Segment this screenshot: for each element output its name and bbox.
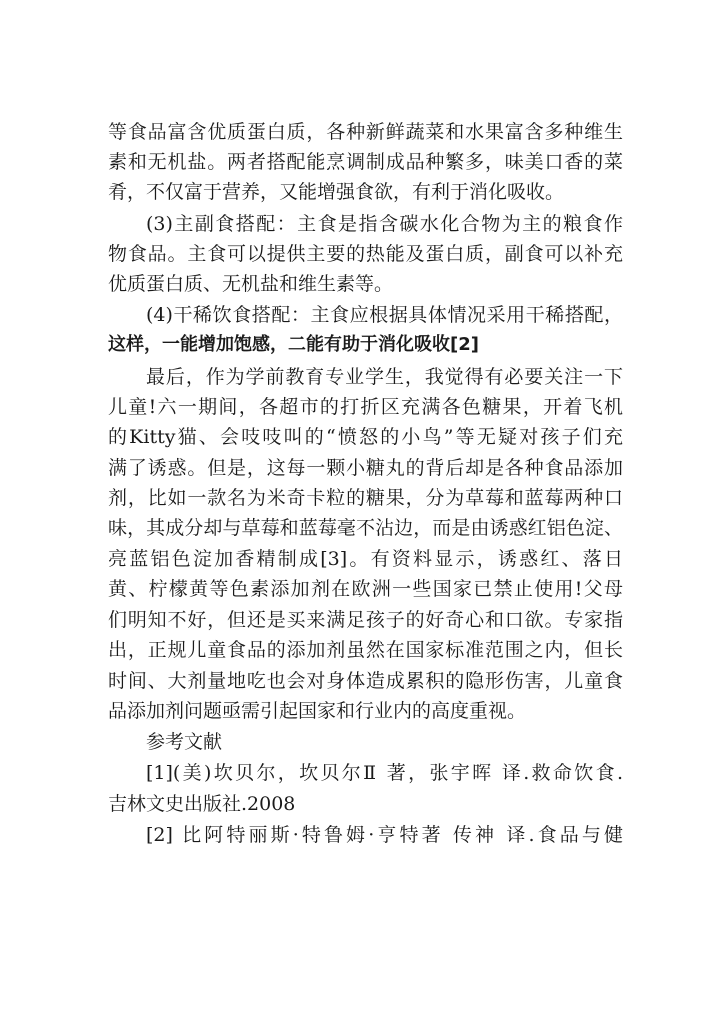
text-line-16: 黄、柠檬黄等色素添加剂在欧洲一些国家已禁止使用!父母: [108, 578, 623, 600]
reference-2-line-1: [2] 比阿特丽斯·特鲁姆·亨特著 传神 译.食品与健: [146, 824, 623, 846]
text-line-14: 味，其成分却与草莓和蓝莓毫不沾边，而是由诱惑红铝色淀、: [108, 517, 623, 539]
text-line-1: 等食品富含优质蛋白质，各种新鲜蔬菜和水果富含多种维生: [108, 121, 623, 143]
text-line-13: 剂，比如一款名为米奇卡粒的糖果，分为草莓和蓝莓两种口: [108, 487, 623, 509]
references-heading: 参考文献: [146, 731, 223, 753]
reference-1-line-1: [1](美)坎贝尔，坎贝尔Ⅱ 著，张宇晖 译.救命饮食.: [146, 762, 623, 784]
reference-1-line-2: 吉林文史出版社.2008: [108, 793, 296, 815]
text-line-18: 出，正规儿童食品的添加剂虽然在国家标准范围之内，但长: [108, 639, 623, 661]
text-line-10: 儿童!六一期间，各超市的打折区充满各色糖果，开着飞机: [108, 396, 623, 418]
text-line-7: (4)干稀饮食搭配：主食应根据具体情况采用干稀搭配，: [146, 304, 623, 326]
text-line-4: (3)主副食搭配：主食是指含碳水化合物为主的粮食作: [146, 213, 623, 235]
text-line-6: 优质蛋白质、无机盐和维生素等。: [108, 273, 394, 295]
text-line-3: 肴，不仅富于营养，又能增强食欲，有利于消化吸收。: [108, 181, 565, 203]
text-line-17: 们明知不好，但还是买来满足孩子的好奇心和口欲。专家指: [108, 609, 623, 631]
text-line-2: 素和无机盐。两者搭配能烹调制成品种繁多，味美口香的菜: [108, 151, 623, 173]
text-line-8-bold: 这样，一能增加饱感，二能有助于消化吸收[2]: [108, 334, 479, 355]
text-line-9: 最后，作为学前教育专业学生，我觉得有必要关注一下: [146, 366, 623, 388]
text-line-5: 物食品。主食可以提供主要的热能及蛋白质，副食可以补充: [108, 243, 623, 265]
text-line-11: 的Kitty猫、会吱吱叫的“愤怒的小鸟”等无疑对孩子们充: [108, 426, 623, 448]
text-line-15: 亮蓝铝色淀加香精制成[3]。有资料显示，诱惑红、落日: [108, 548, 623, 570]
text-line-12: 满了诱惑。但是，这每一颗小糖丸的背后却是各种食品添加: [108, 457, 623, 479]
text-line-20: 品添加剂问题亟需引起国家和行业内的高度重视。: [108, 700, 527, 722]
text-line-19: 时间、大剂量地吃也会对身体造成累积的隐形伤害，儿童食: [108, 670, 623, 692]
